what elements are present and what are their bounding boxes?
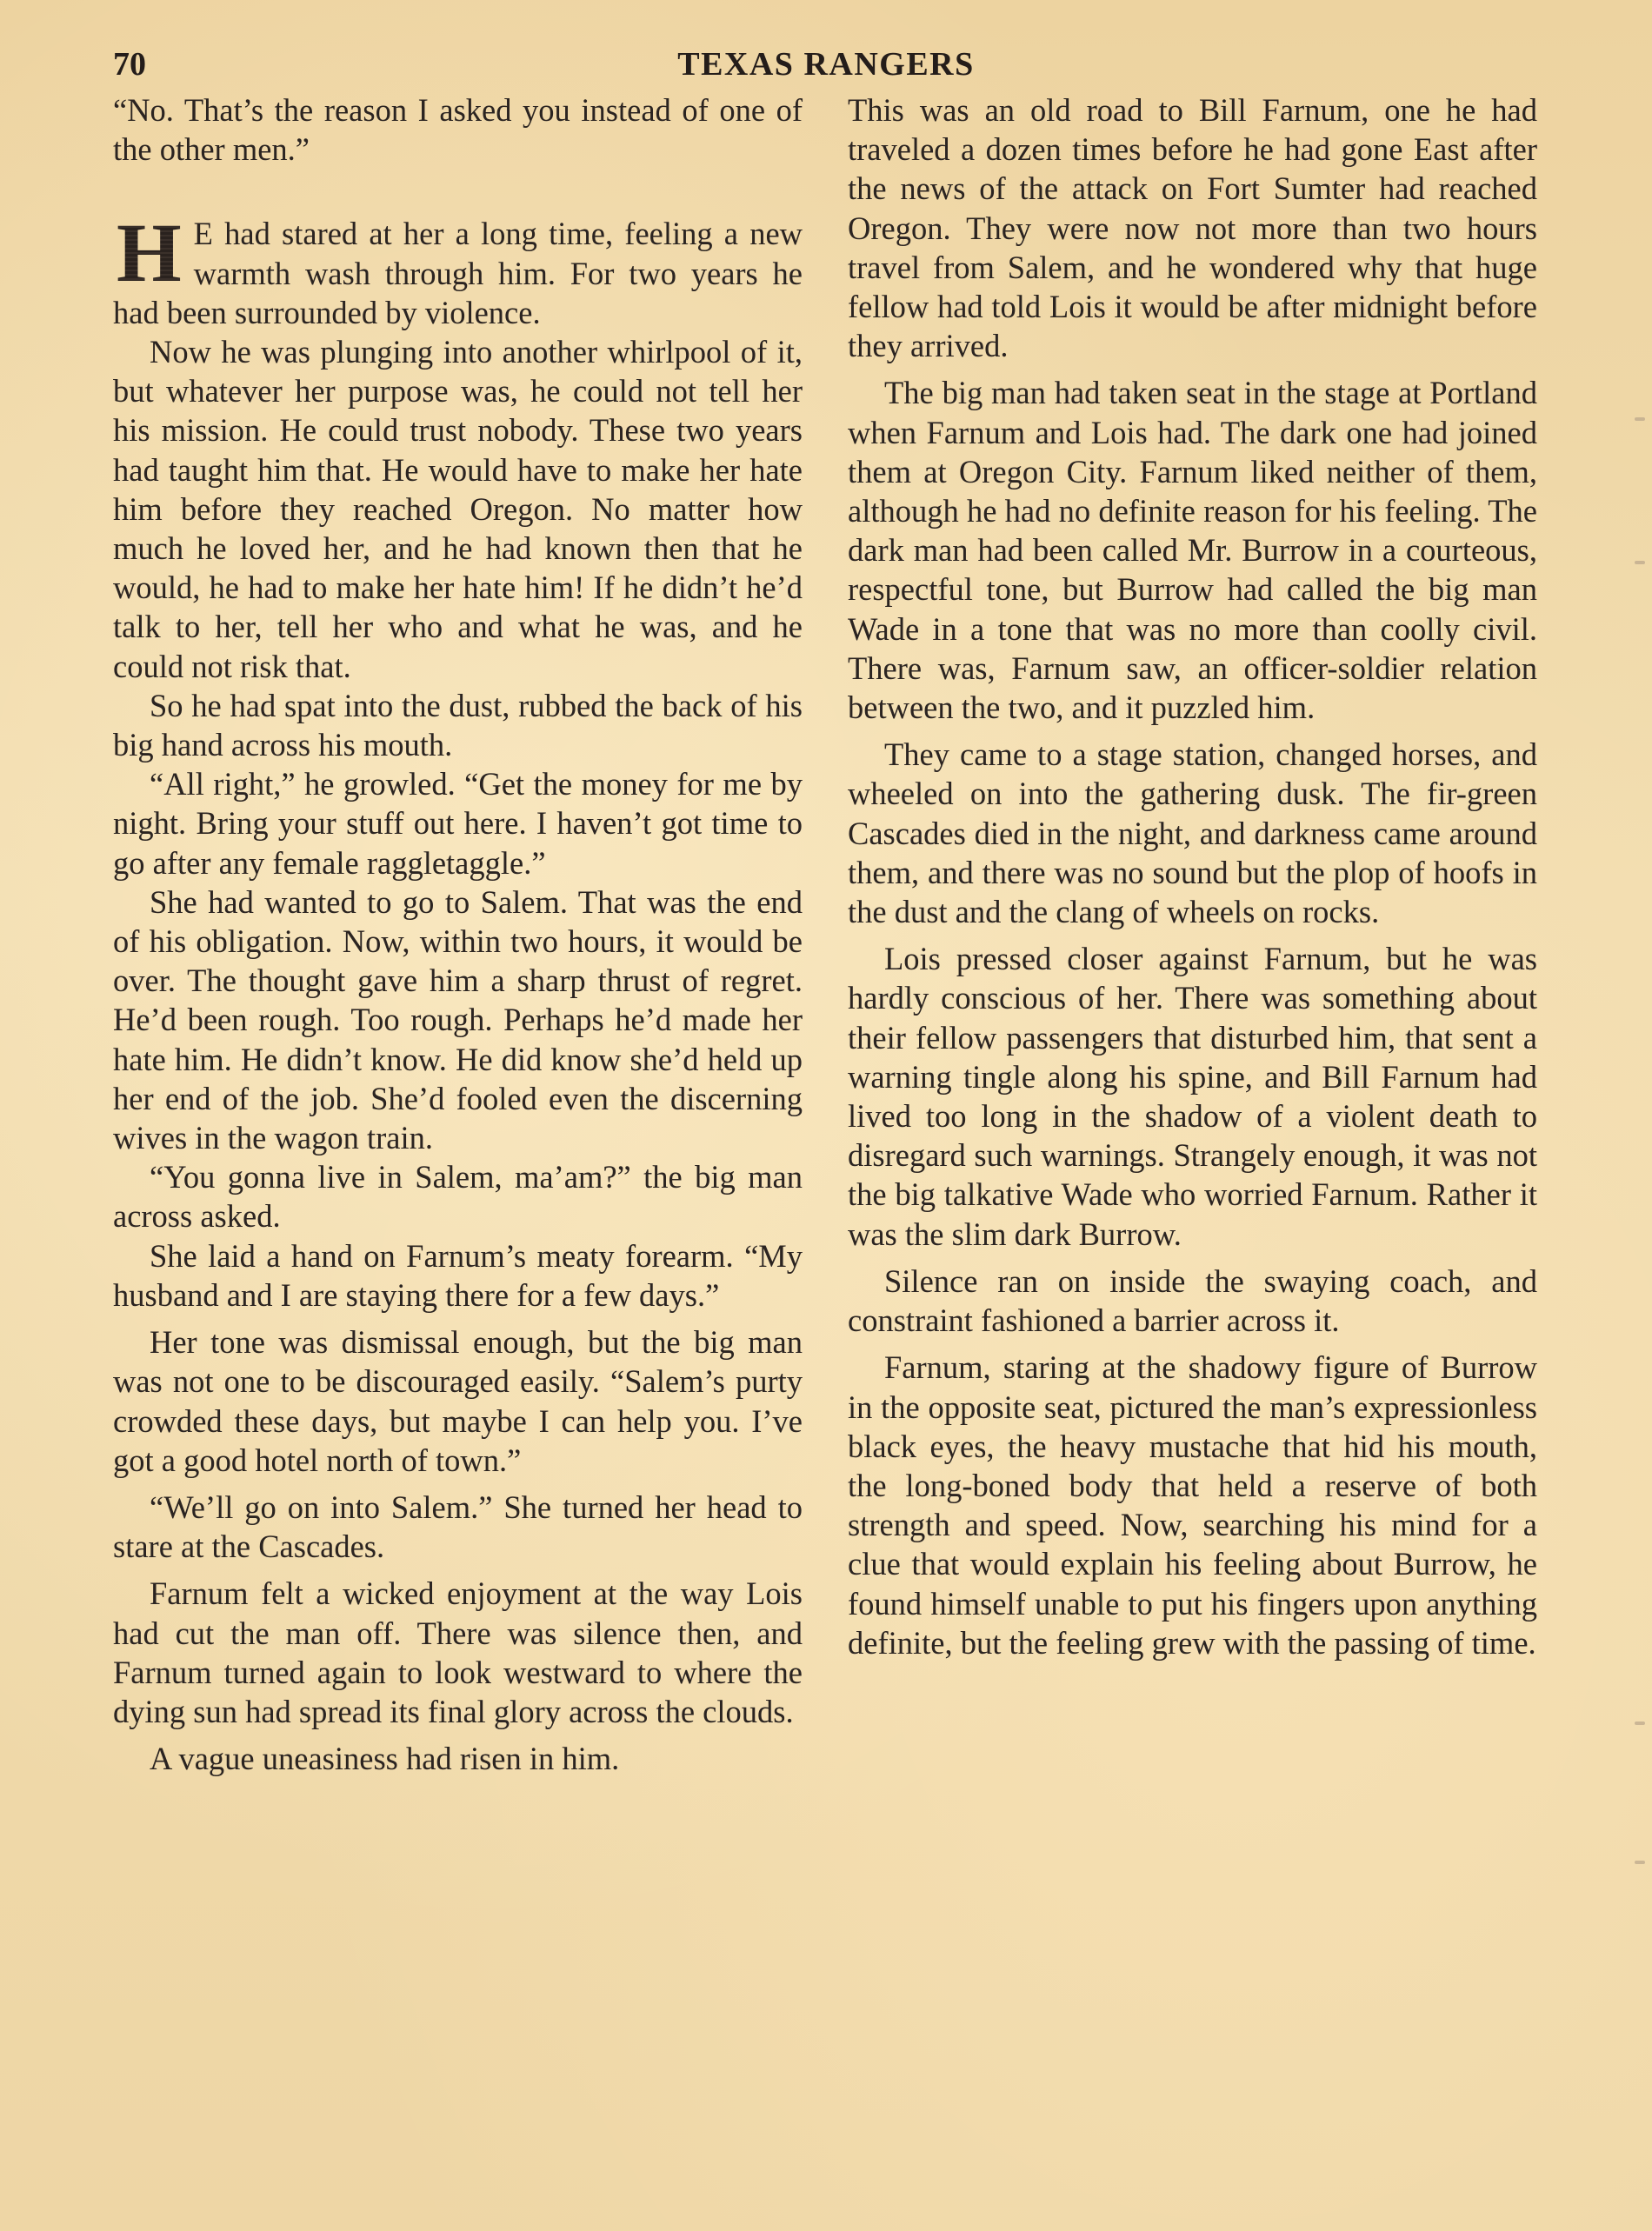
paragraph: Farnum, staring at the shadowy figure of Burrow in the opposite seat, pictured the man’s expressionless black eyes, the heavy mustache that hid his mouth, the long-boned body that held a reserve of both strength and speed. Now, searching his mind for a clue that would explain his feeling about Burrow, he found himself unable to put his fingers upon anything definite, but the feeling grew with the passing of time. (848, 1349, 1537, 1661)
paragraph: Farnum felt a wicked enjoyment at the way Lois had cut the man off. There was silence then, and Farnum turned again to look westward to where the dying sun had spread its final glory across the clouds. (113, 1575, 803, 1729)
paper-edge-mark (1635, 1722, 1645, 1725)
paragraph: “You gonna live in Salem, ma’am?” the big man across asked. (113, 1159, 803, 1235)
paragraph: So he had spat into the dust, rubbed the back of his big hand across his mouth. (113, 687, 803, 763)
paragraph: Now he was plunging into another whirlpool of it, but whatever her purpose was, he could not tell her his mission. He could trust nobody. These two years had taught him that. He would have to make her hate him before they reached Oregon. No matter how much he loved her, and he had known then that he would, he had to make her hate him! If he didn’t he’d talk to her, tell her who and what he was, and he could not risk that. (113, 334, 803, 684)
drop-cap: H (113, 219, 185, 287)
paragraph: She laid a hand on Farnum’s meaty forearm. “My husband and I are staying there for a few days.” (113, 1237, 803, 1313)
paragraph: They came to a stage station, changed horses, and wheeled on into the gathering dusk. The fir-green Cascades died in the night, and darkness came around them, and there was no sound but the plop of hoofs in the dust and the clang of wheels on rocks. (848, 736, 1537, 930)
paragraph: Silence ran on inside the swaying coach, and constraint fashioned a barrier across it. (848, 1262, 1537, 1339)
left-column (113, 90, 803, 1778)
page-header (113, 45, 1539, 94)
running-head: TEXAS RANGERS (677, 46, 975, 83)
paper-edge-mark (1635, 1861, 1645, 1864)
paragraph: A vague uneasiness had risen in him. (150, 1741, 620, 1777)
page-number: 70 (113, 46, 146, 83)
paragraph: Her tone was dismissal enough, but the big man was not one to be discouraged easily. “Salem’s purty crowded these days, but maybe I can help you. I’ve got a good hotel north of town.” (113, 1324, 803, 1478)
paragraph: “All right,” he growled. “Get the money for me by night. Bring your stuff out here. I haven’t got time to go after any female raggletaggle.” (113, 766, 803, 881)
paragraph-text: E had stared at her a long time, feeling a new warmth wash through him. For two years he had been surrounded by violence. (113, 216, 803, 330)
paragraph: Lois pressed closer against Farnum, but he was hardly conscious of her. There was something about their fellow passengers that disturbed him, that sent a warning tingle along his spine, and Bill Farnum had lived too long in the shadow of a violent death to disregard such warnings. Strangely enough, it was not the big talkative Wade who worried Farnum. Rather it was the slim dark Burrow. (848, 941, 1537, 1252)
paper-edge-mark (1635, 561, 1645, 564)
paragraph: “No. That’s the reason I asked you instead of one of the other men.” (113, 92, 803, 168)
paragraph: The big man had taken seat in the stage at Portland when Farnum and Lois had. The dark one had joined them at Oregon City. Farnum liked neither of them, although he had no definite reason for his feeling. The dark man had been called Mr. Burrow in a courteous, respectful tone, but Burrow had called the big man Wade in a tone that was no more than coolly civil. There was, Farnum saw, an officer-soldier relation between the two, and it puzzled him. (848, 375, 1537, 726)
paragraph: This was an old road to Bill Farnum, one he had traveled a dozen times before he had gone East after the news of the attack on Fort Sumter had reached Oregon. They were now not more than two hours travel from Salem, and he wondered why that huge fellow had told Lois it would be after midnight before they arrived. (848, 92, 1537, 364)
right-column (848, 90, 1537, 1662)
paper-edge-mark (1635, 417, 1645, 421)
section-start-paragraph (113, 206, 803, 332)
paragraph: She had wanted to go to Salem. That was the end of his obligation. Now, within two hours, it would be over. The thought gave him a sharp thrust of regret. He’d been rough. Too rough. Perhaps he’d made her hate him. He didn’t know. He did know she’d held up her end of the job. She’d fooled even the discerning wives in the wagon train. (113, 883, 803, 1156)
paragraph: “We’ll go on into Salem.” She turned her head to stare at the Cascades. (113, 1488, 803, 1565)
